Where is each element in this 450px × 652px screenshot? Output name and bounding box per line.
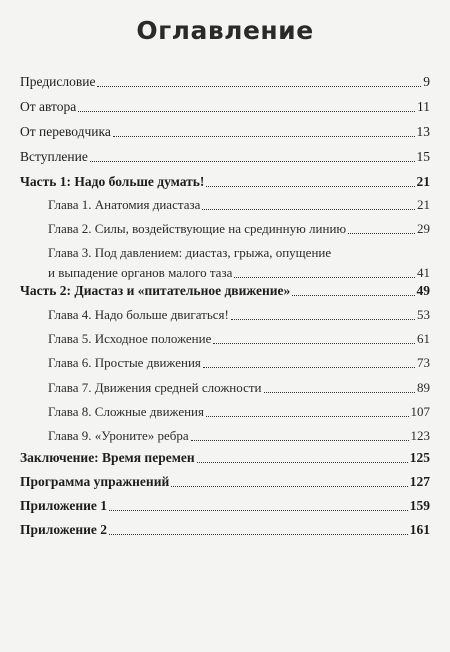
toc-entry-page: 41: [417, 265, 430, 280]
page-title: Оглавление: [136, 16, 314, 45]
toc-entry-label: Программа упражнений: [20, 474, 170, 489]
toc-entry-label: Заключение: Время перемен: [20, 450, 195, 465]
toc-entry-label: Глава 6. Простые движения: [48, 355, 201, 370]
dot-leader: [191, 440, 409, 441]
dot-leader: [113, 136, 415, 137]
toc-entry-page: 15: [416, 149, 430, 164]
toc-entry-page: 9: [423, 74, 430, 89]
toc-entry-appendix-1[interactable]: [20, 498, 430, 514]
toc-entry-preface[interactable]: [20, 74, 430, 90]
toc-entry-page: 73: [417, 355, 430, 370]
toc-entry-page: 29: [417, 221, 430, 236]
toc-entry-chapter-8[interactable]: [48, 404, 430, 420]
toc-entry-chapter-6[interactable]: [48, 355, 430, 371]
toc-entry-label: Глава 4. Надо больше двигаться!: [48, 307, 229, 322]
toc-entry-page: 21: [417, 197, 430, 212]
dot-leader: [206, 186, 414, 187]
toc-entry-from-translator[interactable]: [20, 124, 430, 140]
toc-entry-chapter-4[interactable]: [48, 307, 430, 323]
toc-entry-page: 13: [416, 124, 430, 139]
toc-entry-page: 89: [417, 380, 430, 395]
toc-entry-page: 49: [416, 283, 430, 298]
dot-leader: [90, 161, 415, 162]
toc-entry-chapter-3[interactable]: [48, 245, 430, 281]
toc-entry-part-1[interactable]: [20, 174, 430, 190]
toc-entry-line-1: [48, 245, 430, 261]
dot-leader: [213, 343, 415, 344]
toc-entry-label: Часть 2: Диастаз и «питательное движение»: [20, 283, 291, 298]
toc-entry-page: 11: [417, 99, 430, 114]
toc-entry-from-author[interactable]: [20, 99, 430, 115]
toc-entry-page: 61: [417, 331, 430, 346]
toc-entry-page: 21: [416, 174, 430, 189]
dot-leader: [264, 392, 416, 393]
toc-entry-label: Глава 3. Под давлением: диастаз, грыжа, опущение: [48, 245, 332, 260]
toc-entry-part-2[interactable]: [20, 283, 430, 299]
toc-entry-page: 125: [409, 450, 430, 465]
toc-entry-line-2: [48, 265, 430, 281]
toc-entry-label: Приложение 1: [20, 498, 108, 513]
dot-leader: [109, 534, 408, 535]
dot-leader: [348, 233, 415, 234]
dot-leader: [292, 295, 414, 296]
dot-leader: [109, 510, 408, 511]
dot-leader: [97, 86, 421, 87]
toc-entry-conclusion[interactable]: [20, 450, 430, 466]
toc-entry-label: и выпадение органов малого таза: [48, 265, 233, 280]
toc-entry-label: Глава 5. Исходное положение: [48, 331, 212, 346]
dot-leader: [206, 416, 409, 417]
toc-entry-chapter-9[interactable]: [48, 428, 430, 444]
toc-entry-label: Вступление: [20, 149, 88, 164]
toc-entry-label: От автора: [20, 99, 77, 114]
toc-entry-appendix-2[interactable]: [20, 522, 430, 538]
toc-entry-label: От переводчика: [20, 124, 111, 139]
toc-entry-page: 123: [410, 428, 430, 443]
dot-leader: [234, 277, 415, 278]
toc-entry-label: Глава 7. Движения средней сложности: [48, 380, 262, 395]
dot-leader: [171, 486, 407, 487]
toc-entry-chapter-5[interactable]: [48, 331, 430, 347]
toc-entry-exercise-program[interactable]: [20, 474, 430, 490]
toc-entry-page: 159: [409, 498, 430, 513]
toc-entry-chapter-7[interactable]: [48, 380, 430, 396]
toc-entry-chapter-2[interactable]: [48, 221, 430, 237]
dot-leader: [197, 462, 408, 463]
toc-entry-label: Предисловие: [20, 74, 96, 89]
toc-entry-introduction[interactable]: [20, 149, 430, 165]
toc-entry-page: 161: [409, 522, 430, 537]
toc-entry-page: 53: [417, 307, 430, 322]
toc-entry-label: Глава 8. Сложные движения: [48, 404, 204, 419]
dot-leader: [231, 319, 415, 320]
toc-entry-chapter-1[interactable]: [48, 197, 430, 213]
toc-entry-label: Часть 1: Надо больше думать!: [20, 174, 205, 189]
toc-entry-label: Глава 1. Анатомия диастаза: [48, 197, 201, 212]
toc-entry-label: Приложение 2: [20, 522, 108, 537]
dot-leader: [203, 367, 415, 368]
dot-leader: [202, 209, 415, 210]
dot-leader: [78, 111, 415, 112]
toc-entry-label: Глава 2. Силы, воздействующие на срединную линию: [48, 221, 347, 236]
toc-entry-label: Глава 9. «Уроните» ребра: [48, 428, 189, 443]
toc-entry-page: 127: [409, 474, 430, 489]
toc-entry-page: 107: [410, 404, 430, 419]
